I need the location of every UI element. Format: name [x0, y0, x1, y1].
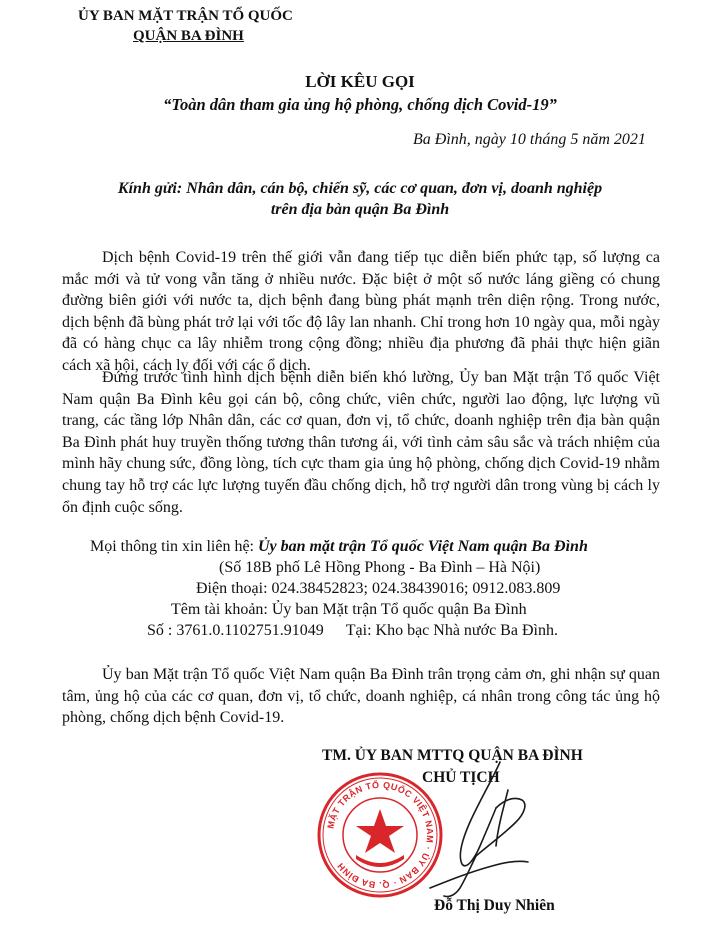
seal-ring-text: MẶT TRẬN TỔ QUỐC VIỆT NAM · ỦY BAN · Q. BA ĐÌNH: [325, 779, 436, 891]
signatory-name: Đỗ Thị Duy Nhiên: [434, 897, 555, 914]
contact-intro-line: [90, 538, 588, 556]
paragraph-1: [62, 247, 660, 377]
greeting-line1: Kính gửi: Nhân dân, cán bộ, chiến sỹ, các cơ quan, đơn vị, doanh nghiệp: [117, 180, 603, 197]
signature-on-behalf: TM. ỦY BAN MTTQ QUẬN BA ĐÌNH: [322, 747, 583, 764]
document-title: LỜI KÊU GỌI: [305, 72, 415, 91]
contact-phone: Điện thoại: 024.38452823; 024.38439016; 0912.083.809: [196, 580, 561, 597]
signature-position: CHỦ TỊCH: [422, 769, 500, 786]
contact-account-name: Têm tài khoản: Ủy ban Mặt trận Tổ quốc quận Ba Đình: [171, 601, 527, 618]
contact-account-number: Số : 3761.0.1102751.91049: [147, 622, 324, 639]
paragraph-2: [62, 367, 660, 518]
paragraph-3: [62, 664, 660, 729]
handwritten-signature-icon: [400, 760, 550, 900]
org-name-line1: ỦY BAN MẶT TRẬN TỔ QUỐC: [78, 8, 293, 24]
contact-intro: Mọi thông tin xin liên hệ:: [90, 538, 258, 555]
contact-account-line: [147, 622, 558, 640]
date-line: Ba Đình, ngày 10 tháng 5 năm 2021: [413, 131, 646, 148]
document-subtitle: “Toàn dân tham gia ủng hộ phòng, chống dịch Covid-19”: [163, 95, 557, 114]
paragraph-3-text: Ủy ban Mặt trận Tổ quốc Việt Nam quận Ba Đình trân trọng cảm ơn, ghi nhận sự quan tâm, ủng hộ của các cơ quan, đơn vị, tổ chức, doanh nghiệp, cá nhân trong công tác ủng hộ phòng, chống dịch bệnh Covid-19.: [62, 666, 660, 727]
paragraph-2-text: Đứng trước tình hình dịch bệnh diễn biến khó lường, Ủy ban Mặt trận Tổ quốc Việt Nam quận Ba Đình kêu gọi cán bộ, công chức, viên chức, người lao động, lực lượng vũ trang, các tầng lớp Nhân dân, các cơ quan, đơn vị, tổ chức, doanh nghiệp trên địa bàn quận Ba Đình phát huy truyền thống tương thân tương ái, với tình cảm sâu sắc và trách nhiệm của mình hãy chung sức, đồng lòng, tích cực tham gia ủng hộ phòng, chống dịch Covid-19 nhằm chung tay hỗ trợ các lực lượng tuyến đầu chống dịch, hỗ trợ người dân trong vùng bị cách ly ổn định cuộc sống.: [62, 369, 660, 516]
greeting-line2: trên địa bàn quận Ba Đình: [270, 201, 450, 218]
contact-address: (Số 18B phố Lê Hồng Phong - Ba Đình – Hà Nội): [219, 559, 541, 576]
contact-org-name: Ủy ban mặt trận Tổ quốc Việt Nam quận Ba Đình: [258, 538, 588, 555]
contact-bank: Tại: Kho bạc Nhà nước Ba Đình.: [345, 622, 558, 639]
org-name-line2: QUẬN BA ĐÌNH: [133, 28, 244, 44]
paragraph-1-text: Dịch bệnh Covid-19 trên thế giới vẫn đang tiếp tục diễn biến phức tạp, số lượng ca mắc mới và tử vong vẫn tăng ở nhiều nước. Đặc biệt ở một số nước láng giềng có chung đường biên giới với nước ta, dịch bệnh đang bùng phát mạnh trên diện rộng. Trong nước, dịch bệnh đã bùng phát trở lại với tốc độ lây lan nhanh. Chỉ trong hơn 10 ngày qua, mỗi ngày đã có hàng chục ca lây nhiễm trong cộng đồng; nhiều địa phương đã phải thực hiện giãn cách xã hội, cách ly đối với các ổ dịch.: [62, 249, 660, 374]
